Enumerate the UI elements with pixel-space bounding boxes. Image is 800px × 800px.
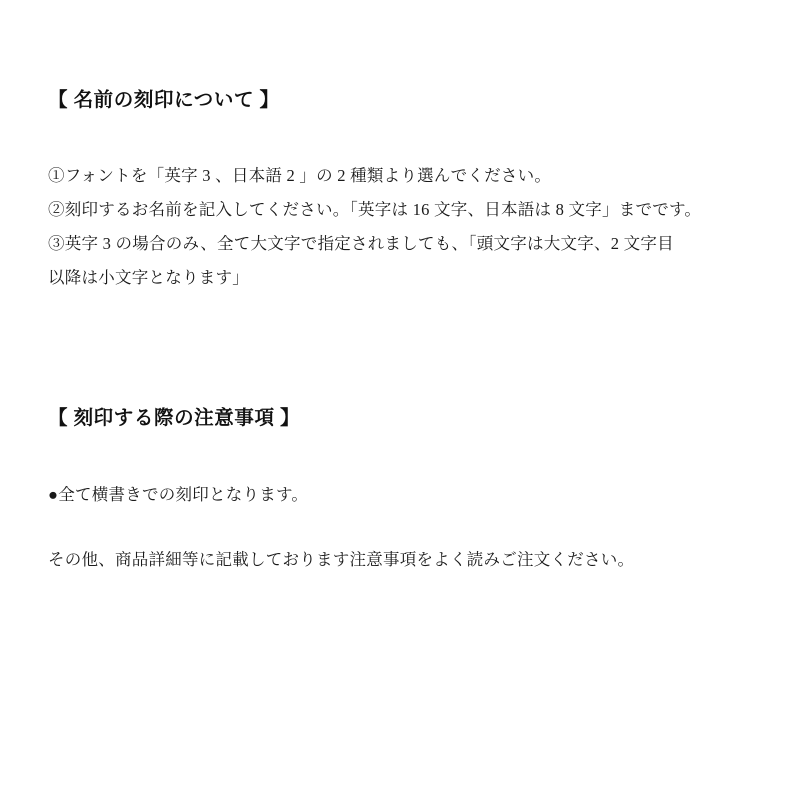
closing-note-text: その他、商品詳細等に記載しております注意事項をよく読みご注文ください。	[48, 550, 635, 569]
instruction-line-4: 以降は小文字となります」	[48, 267, 249, 287]
section-heading-engraving-about: 【 名前の刻印について 】	[48, 90, 280, 111]
note-line-1: ●全て横書きでの刻印となります。	[48, 485, 309, 504]
instruction-line-1: ①フォントを「英字 3 、日本語 2 」の 2 種類より選んでください。	[48, 166, 552, 186]
instruction-line-3: ③英字 3 の場合のみ、全て大文字で指定されましても、「頭文字は大文字、2 文字目	[48, 233, 674, 253]
section-closing-note	[48, 543, 634, 577]
instruction-line-2: ②刻印するお名前を記入してください。「英字は 16 文字、日本語は 8 文字」までです。	[48, 200, 702, 220]
section-heading-engraving-notes: 【 刻印する際の注意事項 】	[48, 408, 301, 429]
section-body-engraving-notes	[48, 478, 308, 512]
section-body-engraving-about	[48, 159, 754, 294]
